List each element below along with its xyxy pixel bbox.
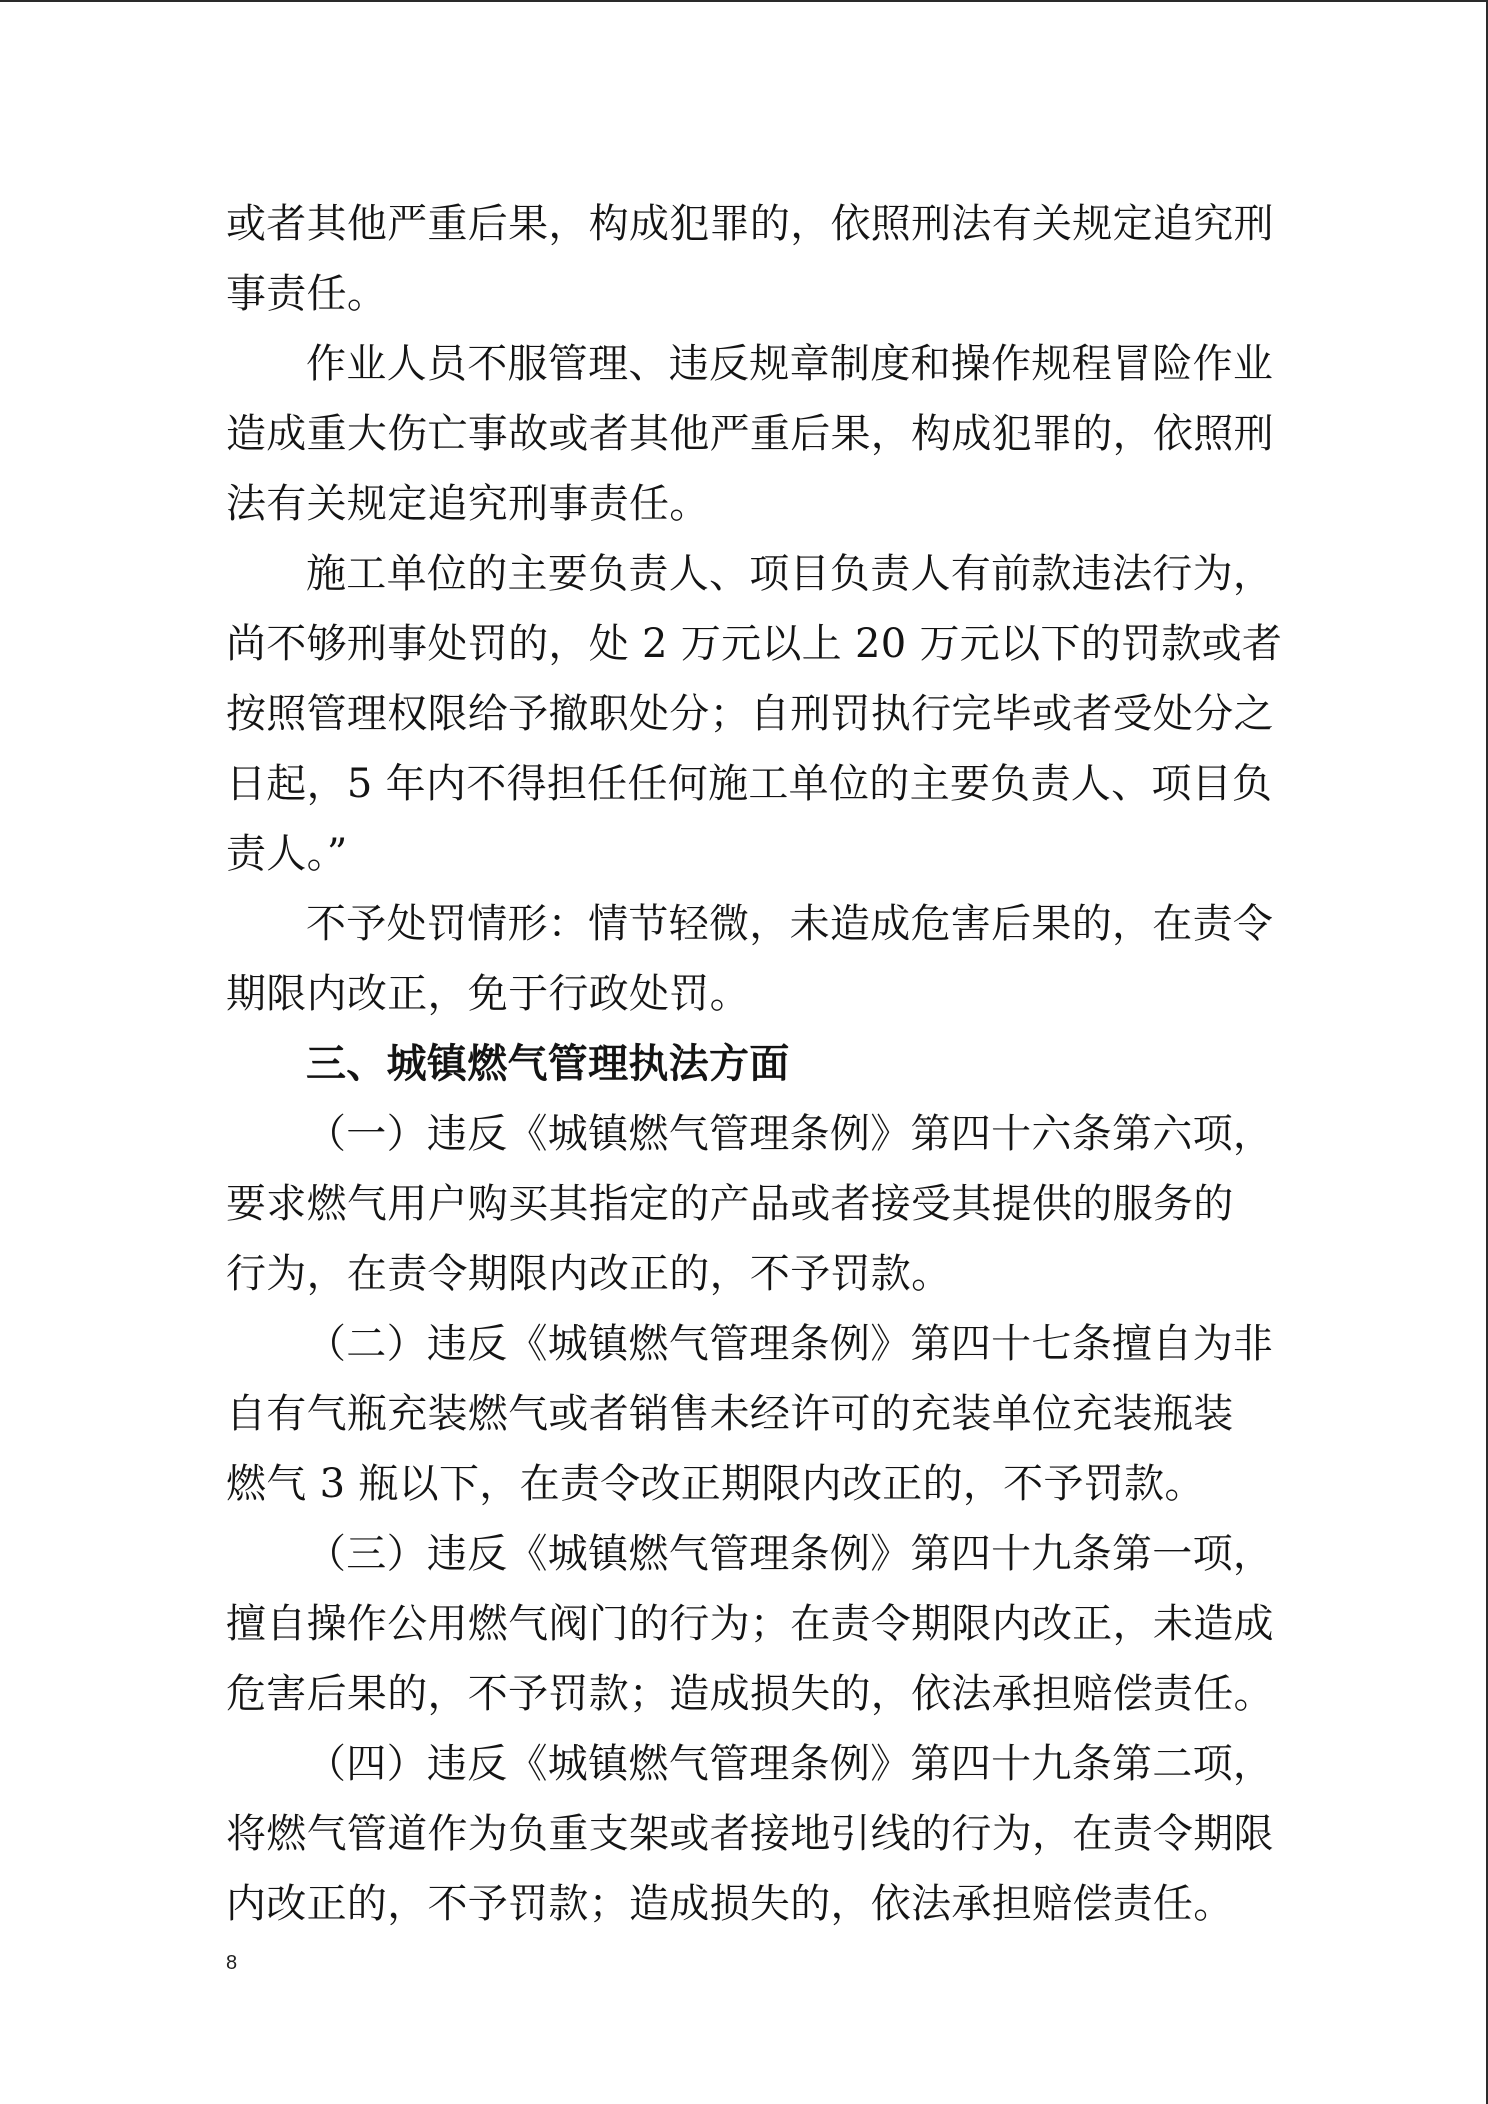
paragraph-start-line: （四）违反《城镇燃气管理条例》第四十九条第二项，: [306, 1741, 1274, 1787]
body-line: 尚不够刑事处罚的，处 2 万元以上 20 万元以下的罚款或者: [226, 621, 1283, 667]
body-line: 危害后果的，不予罚款；造成损失的，依法承担赔偿责任。: [226, 1671, 1274, 1717]
paragraph-start-line: （二）违反《城镇燃气管理条例》第四十七条擅自为非: [306, 1321, 1274, 1367]
body-line: 将燃气管道作为负重支架或者接地引线的行为，在责令期限: [226, 1811, 1274, 1857]
page-border-top: [0, 0, 1488, 2]
body-line: 燃气 3 瓶以下，在责令改正期限内改正的，不予罚款。: [226, 1461, 1205, 1507]
body-line: 按照管理权限给予撤职处分；自刑罚执行完毕或者受处分之: [226, 691, 1274, 737]
body-line: 行为，在责令期限内改正的，不予罚款。: [226, 1251, 952, 1297]
document-body: [226, 189, 1283, 1939]
body-line: 造成重大伤亡事故或者其他严重后果，构成犯罪的，依照刑: [226, 411, 1274, 457]
body-line: 要求燃气用户购买其指定的产品或者接受其提供的服务的: [226, 1181, 1234, 1227]
body-line: 擅自操作公用燃气阀门的行为；在责令期限内改正，未造成: [226, 1601, 1274, 1647]
body-line: 法有关规定追究刑事责任。: [226, 481, 710, 527]
body-line: 责人。”: [226, 831, 348, 877]
body-line: 日起，5 年内不得担任任何施工单位的主要负责人、项目负: [226, 761, 1273, 807]
paragraph-start-line: 作业人员不服管理、违反规章制度和操作规程冒险作业: [306, 341, 1274, 387]
paragraph-start-line: （一）违反《城镇燃气管理条例》第四十六条第六项，: [306, 1111, 1274, 1157]
body-line: 期限内改正，免于行政处罚。: [226, 971, 750, 1017]
body-line: 事责任。: [226, 271, 388, 317]
body-line: 自有气瓶充装燃气或者销售未经许可的充装单位充装瓶装: [226, 1391, 1234, 1437]
page-number: 8: [226, 1952, 238, 1974]
paragraph-start-line: （三）违反《城镇燃气管理条例》第四十九条第一项，: [306, 1531, 1274, 1577]
section-heading: 三、城镇燃气管理执法方面: [306, 1041, 790, 1087]
body-line: 或者其他严重后果，构成犯罪的，依照刑法有关规定追究刑: [226, 201, 1274, 247]
paragraph-start-line: 不予处罚情形：情节轻微，未造成危害后果的，在责令: [306, 901, 1274, 947]
paragraph-start-line: 施工单位的主要负责人、项目负责人有前款违法行为，: [306, 551, 1274, 597]
body-line: 内改正的，不予罚款；造成损失的，依法承担赔偿责任。: [226, 1881, 1234, 1927]
